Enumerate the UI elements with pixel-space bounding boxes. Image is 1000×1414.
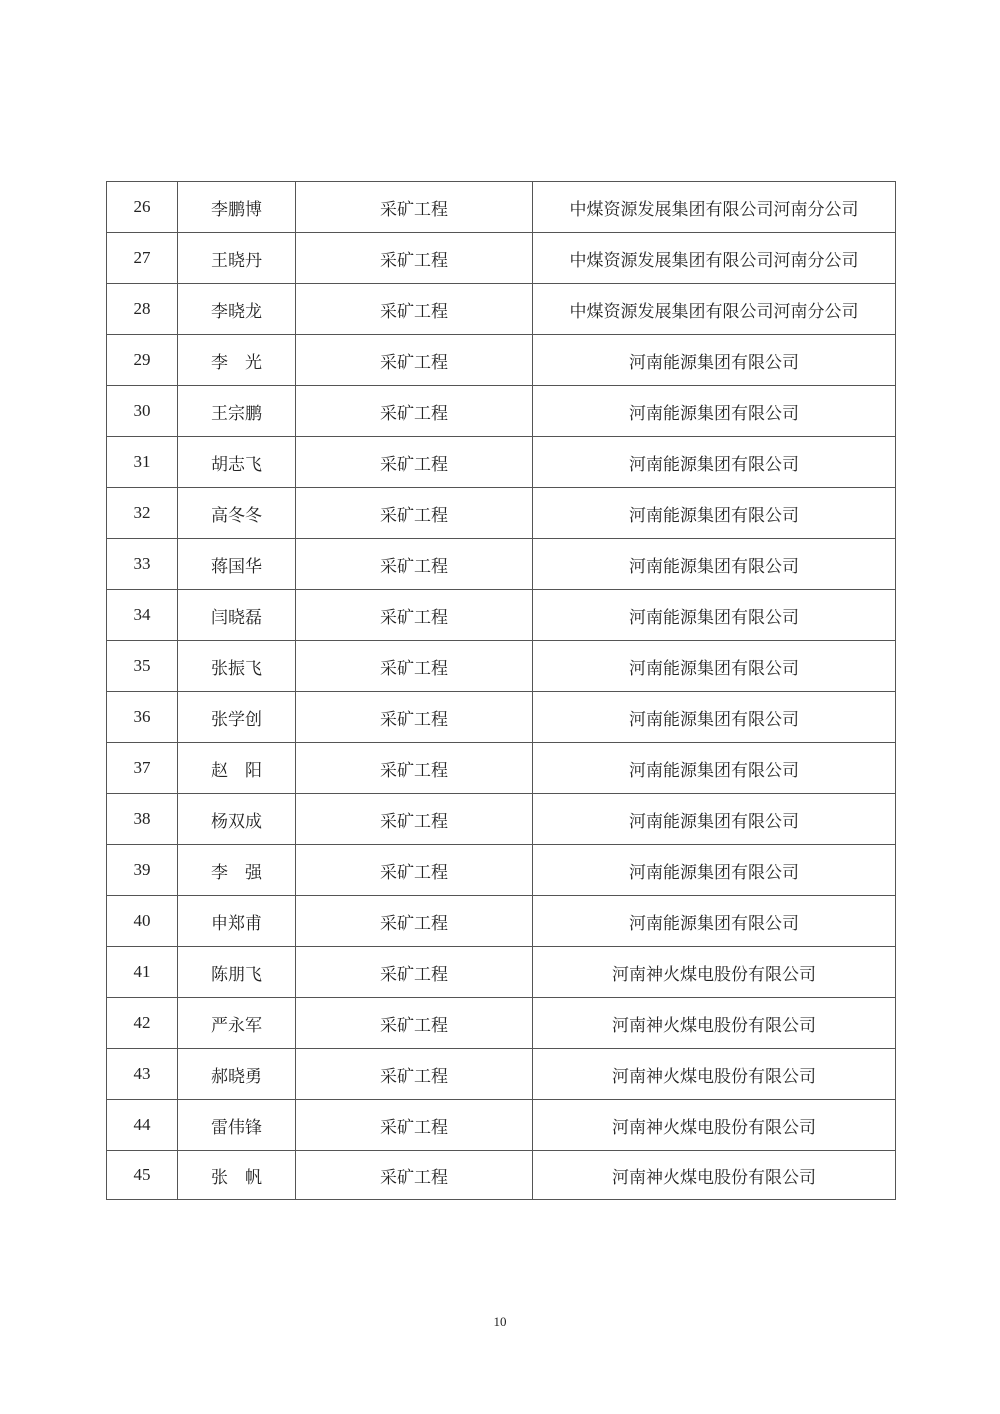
organization-cell: 河南能源集团有限公司 [533, 794, 896, 845]
major-cell: 采矿工程 [296, 1100, 533, 1151]
roster-table-body [107, 182, 896, 1200]
table-row [107, 896, 896, 947]
row-number-cell: 43 [107, 1049, 178, 1100]
major-cell: 采矿工程 [296, 284, 533, 335]
major-cell: 采矿工程 [296, 998, 533, 1049]
row-number-cell: 35 [107, 641, 178, 692]
table-row [107, 182, 896, 233]
row-number-cell: 29 [107, 335, 178, 386]
table-row [107, 233, 896, 284]
major-cell: 采矿工程 [296, 794, 533, 845]
major-cell: 采矿工程 [296, 1049, 533, 1100]
major-cell: 采矿工程 [296, 590, 533, 641]
organization-cell: 河南能源集团有限公司 [533, 692, 896, 743]
name-cell: 李 强 [178, 845, 296, 896]
table-row [107, 539, 896, 590]
row-number-cell: 40 [107, 896, 178, 947]
name-cell: 张 帆 [178, 1151, 296, 1200]
organization-cell: 中煤资源发展集团有限公司河南分公司 [533, 182, 896, 233]
organization-cell: 河南神火煤电股份有限公司 [533, 998, 896, 1049]
table-row [107, 488, 896, 539]
name-cell: 赵 阳 [178, 743, 296, 794]
organization-cell: 河南神火煤电股份有限公司 [533, 1049, 896, 1100]
row-number-cell: 26 [107, 182, 178, 233]
table-row [107, 743, 896, 794]
table-row [107, 437, 896, 488]
major-cell: 采矿工程 [296, 386, 533, 437]
table-row [107, 590, 896, 641]
major-cell: 采矿工程 [296, 641, 533, 692]
organization-cell: 中煤资源发展集团有限公司河南分公司 [533, 233, 896, 284]
name-cell: 王晓丹 [178, 233, 296, 284]
organization-cell: 河南能源集团有限公司 [533, 335, 896, 386]
row-number-cell: 33 [107, 539, 178, 590]
row-number-cell: 42 [107, 998, 178, 1049]
major-cell: 采矿工程 [296, 488, 533, 539]
name-cell: 王宗鹏 [178, 386, 296, 437]
name-cell: 闫晓磊 [178, 590, 296, 641]
table-row [107, 947, 896, 998]
table-row [107, 845, 896, 896]
table-row [107, 641, 896, 692]
name-cell: 杨双成 [178, 794, 296, 845]
organization-cell: 河南能源集团有限公司 [533, 743, 896, 794]
organization-cell: 河南神火煤电股份有限公司 [533, 1151, 896, 1200]
major-cell: 采矿工程 [296, 896, 533, 947]
name-cell: 李鹏博 [178, 182, 296, 233]
row-number-cell: 30 [107, 386, 178, 437]
page-number: 10 [493, 1314, 507, 1329]
major-cell: 采矿工程 [296, 233, 533, 284]
table-row [107, 794, 896, 845]
organization-cell: 河南能源集团有限公司 [533, 641, 896, 692]
row-number-cell: 38 [107, 794, 178, 845]
organization-cell: 河南神火煤电股份有限公司 [533, 947, 896, 998]
major-cell: 采矿工程 [296, 845, 533, 896]
organization-cell: 河南能源集团有限公司 [533, 896, 896, 947]
name-cell: 郝晓勇 [178, 1049, 296, 1100]
major-cell: 采矿工程 [296, 1151, 533, 1200]
name-cell: 雷伟锋 [178, 1100, 296, 1151]
name-cell: 张学创 [178, 692, 296, 743]
table-row [107, 335, 896, 386]
organization-cell: 河南能源集团有限公司 [533, 845, 896, 896]
table-row [107, 1100, 896, 1151]
row-number-cell: 41 [107, 947, 178, 998]
row-number-cell: 28 [107, 284, 178, 335]
name-cell: 李 光 [178, 335, 296, 386]
name-cell: 蒋国华 [178, 539, 296, 590]
organization-cell: 河南能源集团有限公司 [533, 386, 896, 437]
row-number-cell: 45 [107, 1151, 178, 1200]
organization-cell: 河南能源集团有限公司 [533, 437, 896, 488]
table-row [107, 386, 896, 437]
major-cell: 采矿工程 [296, 539, 533, 590]
row-number-cell: 31 [107, 437, 178, 488]
name-cell: 严永军 [178, 998, 296, 1049]
major-cell: 采矿工程 [296, 182, 533, 233]
row-number-cell: 39 [107, 845, 178, 896]
row-number-cell: 36 [107, 692, 178, 743]
organization-cell: 河南能源集团有限公司 [533, 539, 896, 590]
row-number-cell: 44 [107, 1100, 178, 1151]
table-row [107, 284, 896, 335]
row-number-cell: 32 [107, 488, 178, 539]
name-cell: 胡志飞 [178, 437, 296, 488]
name-cell: 李晓龙 [178, 284, 296, 335]
organization-cell: 中煤资源发展集团有限公司河南分公司 [533, 284, 896, 335]
major-cell: 采矿工程 [296, 743, 533, 794]
name-cell: 申郑甫 [178, 896, 296, 947]
table-row [107, 998, 896, 1049]
name-cell: 陈朋飞 [178, 947, 296, 998]
major-cell: 采矿工程 [296, 947, 533, 998]
major-cell: 采矿工程 [296, 692, 533, 743]
organization-cell: 河南能源集团有限公司 [533, 590, 896, 641]
name-cell: 高冬冬 [178, 488, 296, 539]
row-number-cell: 37 [107, 743, 178, 794]
organization-cell: 河南能源集团有限公司 [533, 488, 896, 539]
table-row [107, 1151, 896, 1200]
organization-cell: 河南神火煤电股份有限公司 [533, 1100, 896, 1151]
table-row [107, 1049, 896, 1100]
roster-table [106, 181, 896, 1200]
row-number-cell: 34 [107, 590, 178, 641]
major-cell: 采矿工程 [296, 437, 533, 488]
row-number-cell: 27 [107, 233, 178, 284]
name-cell: 张振飞 [178, 641, 296, 692]
major-cell: 采矿工程 [296, 335, 533, 386]
table-row [107, 692, 896, 743]
